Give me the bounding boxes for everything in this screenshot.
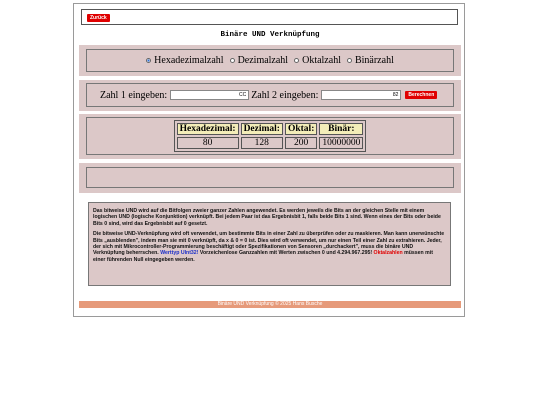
radio-label: Hexadezimalzahl bbox=[154, 55, 224, 66]
value-hexadecimal: 80 bbox=[177, 137, 239, 149]
radio-checked-icon[interactable] bbox=[146, 58, 151, 63]
radio-unchecked-icon[interactable] bbox=[347, 58, 352, 63]
radio-hexadecimal[interactable] bbox=[146, 55, 223, 66]
output-panel-inner bbox=[86, 167, 454, 188]
info-text bbox=[93, 208, 446, 267]
info-box bbox=[88, 202, 451, 286]
header-hexadecimal: Hexadezimal: bbox=[177, 123, 239, 135]
value-binary: 10000000 bbox=[319, 137, 363, 149]
number2-label: Zahl 2 eingeben: bbox=[251, 89, 319, 101]
header-octal: Oktal: bbox=[285, 123, 317, 135]
uint32-link[interactable]: Werttyp UInt32! bbox=[160, 250, 199, 257]
header-binary: Binär: bbox=[319, 123, 363, 135]
page-title: Binäre UND Verknüpfung bbox=[220, 31, 320, 39]
mode-radio-group bbox=[87, 50, 453, 71]
radio-unchecked-icon[interactable] bbox=[294, 58, 299, 63]
info-paragraph: Das bitweise UND wird auf die Bitfolgen zweier ganzer Zahlen angewendet. Es werden jeweils die Bits an der gleichen Stelle mit einem logischen UND (logische Konjunktion) verknüpft. Bei jedem Paar ist das Ergebnisbit 1, falls beide Bits 1 sind. Wenn eines der Bits oder beide Bits 0 sind, wird das Ergebnisbit auf 0 gesetzt. bbox=[93, 208, 441, 227]
footer: Binäre UND Verknüpfung © 2025 Hans Busche bbox=[79, 301, 461, 308]
value-decimal: 128 bbox=[241, 137, 283, 149]
table-row bbox=[177, 137, 364, 149]
header-decimal: Dezimal: bbox=[241, 123, 283, 135]
info-note-end: müssen mit einer führenden Null eingegeben werden. bbox=[93, 250, 433, 263]
radio-label: Oktalzahl bbox=[302, 55, 341, 66]
result-table bbox=[174, 120, 367, 152]
top-nav-bar bbox=[81, 9, 458, 25]
result-panel-inner bbox=[86, 117, 454, 155]
output-panel bbox=[79, 163, 461, 193]
number1-input[interactable]: CC bbox=[170, 90, 249, 100]
radio-binary[interactable] bbox=[347, 55, 394, 66]
radio-label: Dezimalzahl bbox=[237, 55, 289, 66]
mode-panel-inner bbox=[86, 49, 454, 72]
radio-octal[interactable] bbox=[294, 55, 341, 66]
value-octal: 200 bbox=[285, 137, 317, 149]
input-row bbox=[87, 84, 453, 106]
back-button[interactable]: Zurück bbox=[87, 14, 110, 22]
table-header-row bbox=[177, 123, 364, 135]
input-panel bbox=[79, 80, 461, 111]
number2-input[interactable]: 82 bbox=[321, 90, 401, 100]
mode-panel bbox=[79, 45, 461, 76]
input-panel-inner bbox=[86, 83, 454, 107]
info-paragraph bbox=[93, 231, 446, 263]
radio-unchecked-icon[interactable] bbox=[230, 58, 235, 63]
result-panel bbox=[79, 114, 461, 159]
octal-highlight: Oktalzahlen bbox=[373, 250, 403, 257]
calculate-button[interactable]: Berechnen bbox=[405, 91, 437, 99]
info-paragraph-text: Die bitweise UND-Verknüpfung wird oft verwendet, um bestimmte Bits in einer Zahl zu überprüfen oder zu maskieren. Man kann unerwünschte Bits „ausblenden", indem man sie mit 0 verknüpft, da x & 0 = 0 ist. Dies wird oft verwendet, um nur einen Teil einer Zahl zu extrahieren. Jeder, der sich mit Mikrocontroller-Programmierung beschäftigt oder Spezifikationen von Sensoren „durchackert", muss die binäre UND Verknüpfung beherrschen. bbox=[93, 231, 445, 257]
info-note-text: Vorzeichenlose Ganzzahlen mit Werten zwischen 0 und 4.294.967.295! bbox=[198, 250, 374, 257]
radio-decimal[interactable] bbox=[230, 55, 289, 66]
radio-label: Binärzahl bbox=[354, 55, 394, 66]
number1-label: Zahl 1 eingeben: bbox=[100, 89, 168, 101]
